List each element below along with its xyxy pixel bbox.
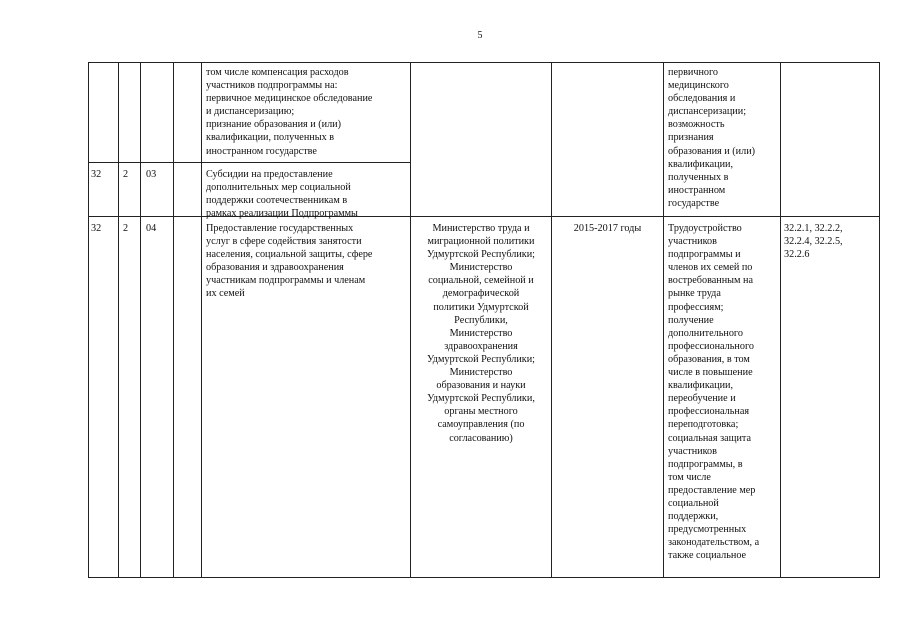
page-number: 5 (477, 30, 483, 41)
row-divider (88, 162, 410, 163)
result-continuation-text: первичного медицинского обследования и диспансеризации; возможность признания образования и (или) квалификации, полученных в иностранном государстве (668, 67, 756, 209)
program-measures-table (88, 62, 880, 578)
table-border-left (88, 62, 89, 578)
responsible-executor: Министерство труда и миграционной политики Удмуртской Республики; Министерство социальной, семейной и демографической политики Удмуртской Республики, Министерство здравоохранения Удмуртской Республики; Министерство образования и науки Удмуртской Республики, органы местного самоуправления (по согласованию) (426, 223, 536, 444)
row-code-subprogram: 2 (123, 169, 129, 180)
linked-indicators: 32.2.1, 32.2.2, 32.2.4, 32.2.5, 32.2.6 (784, 223, 843, 261)
row-code-program: 32 (91, 169, 102, 180)
measure-name: Субсидии на предоставление дополнительных мер социальной поддержки соотечественникам в рамках реализации Подпрограммы (206, 169, 358, 220)
column-divider (780, 62, 781, 578)
column-divider (410, 62, 411, 578)
column-divider (551, 62, 552, 578)
row-code-measure: 04 (146, 223, 157, 234)
expected-result: Трудоустройство участников подпрограммы и членов их семей по востребованным на рынке труда профессиям; получение дополнительного профессионального образования, в том числе в повышение квалификации, переобучение и профессиональная переподготовка; социальная защита участников подпрограммы, в том числе предоставление мер социальной поддержки, предусмотренных законодательством, а также социальное (668, 223, 760, 562)
table-border-bottom (88, 577, 880, 578)
column-divider (663, 62, 664, 578)
implementation-period: 2015-2017 годы (573, 223, 642, 234)
row-code-measure: 03 (146, 169, 157, 180)
column-divider (140, 62, 141, 578)
column-divider (201, 62, 202, 578)
row-code-subprogram: 2 (123, 223, 129, 234)
row-code-program: 32 (91, 223, 102, 234)
column-divider (173, 62, 174, 578)
column-divider (118, 62, 119, 578)
table-border-top (88, 62, 880, 63)
table-border-right (879, 62, 880, 578)
measure-name: Предоставление государственных услуг в сфере содействия занятости населения, социальной защиты, сфере образования и здравоохранения участникам подпрограммы и членам их семей (206, 223, 373, 300)
continuation-text: том числе компенсация расходов участников подпрограммы на: первичное медицинское обследование и диспансеризацию; признание образования и (или) квалификации, полученных в иностранном государстве (206, 67, 373, 157)
